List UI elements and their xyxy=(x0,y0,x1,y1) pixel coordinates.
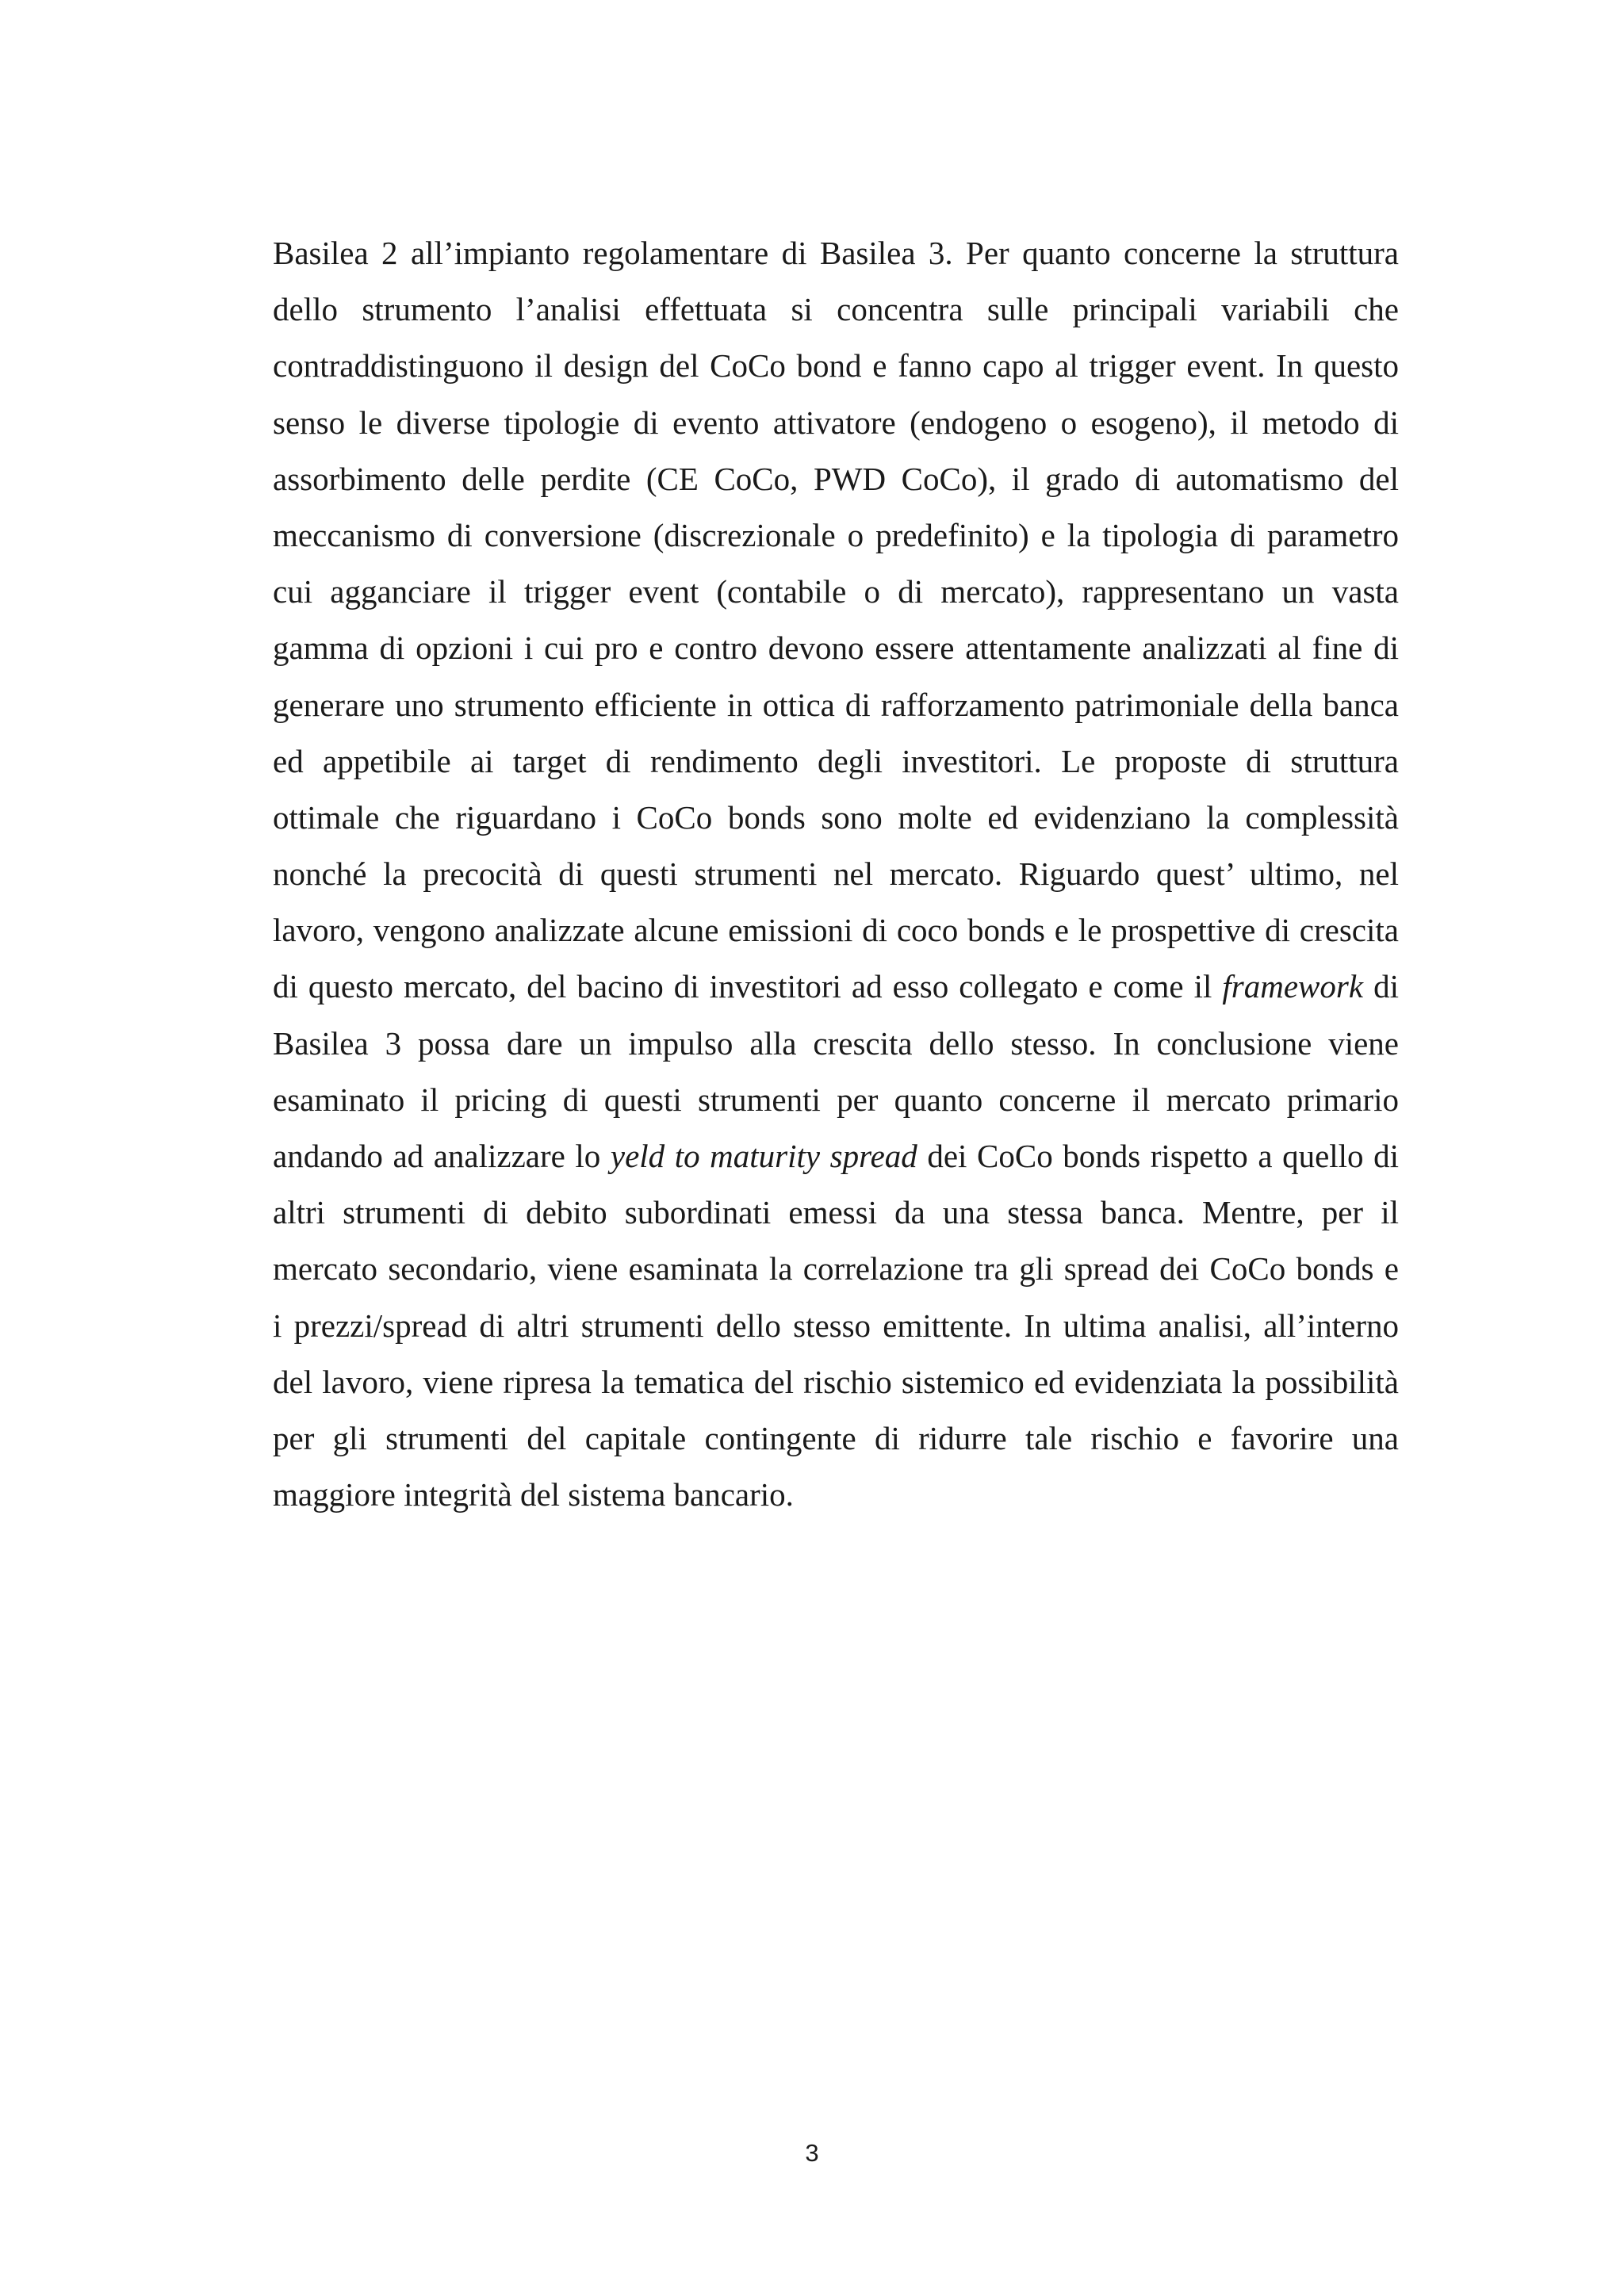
text-line: lavoro, vengono analizzate alcune emissioni di coco bonds e le prospettive di crescita xyxy=(273,912,1399,949)
text-line: Basilea 3 possa dare un impulso alla crescita dello stesso. In conclusione viene xyxy=(273,1024,1399,1062)
text-line: mercato secondario, viene esaminata la correlazione tra gli spread dei CoCo bonds e xyxy=(273,1250,1399,1288)
text-line: per gli strumenti del capitale contingente di ridurre tale rischio e favorire una xyxy=(273,1419,1399,1456)
text-segment: di questo mercato, del bacino di investitori ad esso collegato e come il xyxy=(273,968,1223,1005)
text-line: contraddistinguono il design del CoCo bond e fanno capo al trigger event. In questo xyxy=(273,347,1399,385)
text-line: assorbimento delle perdite (CE CoCo, PWD CoCo), il grado di automatismo del xyxy=(273,460,1399,497)
text-line: meccanismo di conversione (discrezionale o predefinito) e la tipologia di parametro xyxy=(273,516,1399,553)
body-paragraph xyxy=(273,225,1399,1523)
text-line: altri strumenti di debito subordinati emessi da una stessa banca. Mentre, per il xyxy=(273,1194,1399,1231)
text-line: nonché la precocità di questi strumenti nel mercato. Riguardo quest’ ultimo, nel xyxy=(273,855,1399,893)
text-line: senso le diverse tipologie di evento attivatore (endogeno o esogeno), il metodo di xyxy=(273,404,1399,441)
text-line: ed appetibile ai target di rendimento degli investitori. Le proposte di struttura xyxy=(273,742,1399,779)
text-line: cui agganciare il trigger event (contabile o di mercato), rappresentano un vasta xyxy=(273,573,1399,610)
text-line xyxy=(273,1128,1399,1184)
text-line: dello strumento l’analisi effettuata si concentra sulle principali variabili che xyxy=(273,291,1399,328)
text-line: maggiore integrità del sistema bancario. xyxy=(273,1476,794,1513)
text-segment: di xyxy=(1363,968,1399,1005)
text-line: generare uno strumento efficiente in ottica di rafforzamento patrimoniale della banca xyxy=(273,686,1399,723)
text-segment: dei CoCo bonds rispetto a quello di xyxy=(917,1138,1400,1174)
text-line: Basilea 2 all’impianto regolamentare di Basilea 3. Per quanto concerne la struttura xyxy=(273,235,1399,271)
text-line: del lavoro, viene ripresa la tematica del rischio sistemico ed evidenziata la possibilità xyxy=(273,1363,1399,1400)
text-line: gamma di opzioni i cui pro e contro devono essere attentamente analizzati al fine di xyxy=(273,629,1399,667)
text-line: esaminato il pricing di questi strumenti per quanto concerne il mercato primario xyxy=(273,1081,1399,1118)
italic-term: framework xyxy=(1222,968,1364,1005)
text-line xyxy=(273,959,1399,1015)
text-line: i prezzi/spread di altri strumenti dello stesso emittente. In ultima analisi, all’interno xyxy=(273,1307,1399,1344)
text-line: ottimale che riguardano i CoCo bonds sono molte ed evidenziano la complessità xyxy=(273,798,1399,836)
page-number: 3 xyxy=(805,2139,819,2167)
italic-term: yeld to maturity spread xyxy=(610,1138,917,1174)
text-segment: andando ad analizzare lo xyxy=(273,1138,611,1174)
